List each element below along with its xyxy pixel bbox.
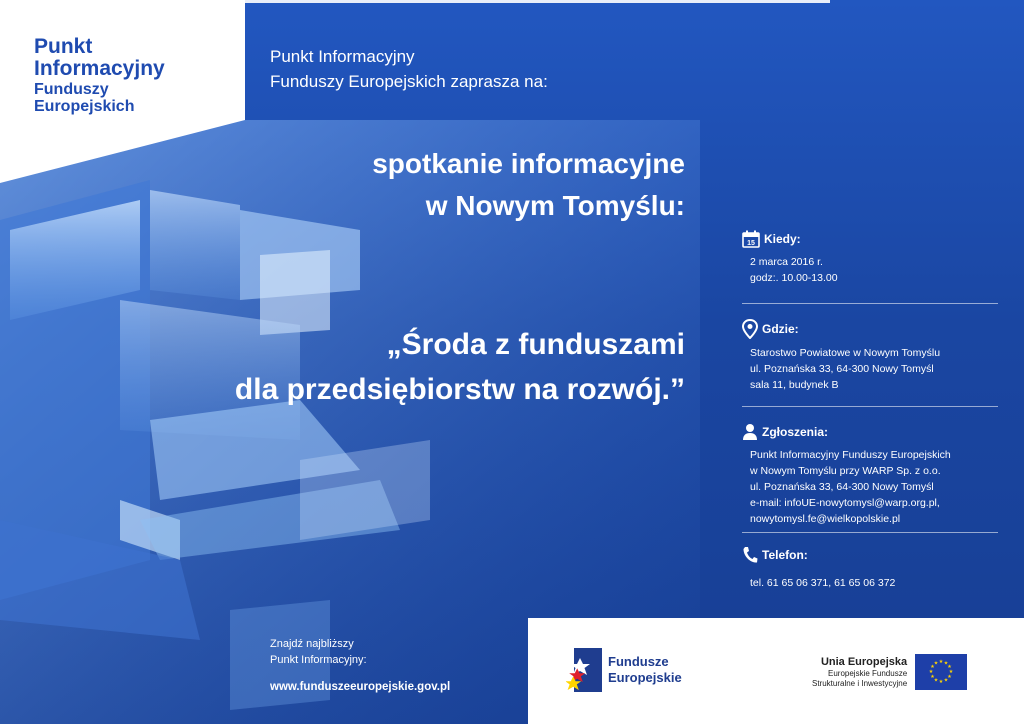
- when-label: Kiedy:: [764, 232, 801, 246]
- svg-text:★: ★: [933, 677, 939, 684]
- event-title-line-2: dla przedsiębiorstw na rozwój.”: [234, 373, 685, 406]
- where-line: Starostwo Powiatowe w Nowym Tomyślu: [750, 347, 941, 359]
- svg-text:★: ★: [938, 659, 944, 665]
- punkt-informacyjny-logo: [34, 36, 165, 115]
- info-divider: [742, 303, 998, 304]
- info-where: [742, 319, 998, 393]
- registration-label: Zgłoszenia:: [762, 425, 829, 439]
- svg-text:★: ★: [943, 677, 949, 684]
- logo-line-1: Punkt: [34, 35, 93, 58]
- headline-line-1: spotkanie informacyjne: [372, 148, 685, 179]
- unia-europejska-logo: [812, 654, 967, 690]
- person-icon: [742, 423, 758, 441]
- fe-logo-line-2: Europejskie: [608, 670, 682, 685]
- intro-line-1: Punkt Informacyjny: [270, 47, 415, 66]
- where-label: Gdzie:: [762, 322, 799, 336]
- event-title: [45, 322, 685, 412]
- registration-line: Punkt Informacyjny Funduszy Europejskich: [750, 449, 951, 461]
- where-line: sala 11, budynek B: [750, 379, 839, 391]
- eu-flag-icon: [915, 654, 967, 690]
- when-line: godz:. 10.00-13.00: [750, 272, 838, 284]
- calendar-icon-number: 15: [747, 240, 755, 247]
- svg-text:★: ★: [948, 669, 954, 675]
- finder-line-2: Punkt Informacyjny:: [270, 654, 367, 666]
- fe-logo-line-1: Fundusze: [608, 654, 669, 669]
- svg-text:★: ★: [943, 660, 949, 667]
- logo-line-3: Funduszy: [34, 81, 109, 98]
- location-pin-icon: [742, 319, 758, 339]
- where-line: ul. Poznańska 33, 64-300 Nowy Tomyśl: [750, 363, 934, 375]
- svg-text:★: ★: [947, 664, 952, 670]
- svg-text:★: ★: [938, 679, 944, 685]
- finder-line-1: Znajdź najbliższy: [270, 638, 354, 650]
- finder-block: [270, 636, 450, 695]
- eu-title: Unia Europejska: [820, 656, 908, 668]
- phone-number[interactable]: tel. 61 65 06 371, 61 65 06 372: [750, 577, 896, 589]
- info-divider: [742, 532, 998, 533]
- registration-line: ul. Poznańska 33, 64-300 Nowy Tomyśl: [750, 481, 934, 493]
- phone-label: Telefon:: [762, 548, 808, 562]
- intro-line-2: Funduszy Europejskich zaprasza na:: [270, 72, 548, 91]
- fundusze-europejskie-logo: [566, 648, 682, 692]
- headline-line-2: w Nowym Tomyślu:: [425, 190, 685, 221]
- logo-line-2: Informacyjny: [34, 57, 165, 80]
- svg-text:★: ★: [933, 660, 939, 667]
- phone-icon: [742, 546, 758, 564]
- calendar-icon: [742, 230, 760, 248]
- event-title-line-1: „Środa z funduszami: [386, 328, 685, 361]
- fundusze-europejskie-star-icon: [566, 648, 602, 692]
- website-link[interactable]: www.funduszeeuropejskie.gov.pl: [270, 681, 451, 693]
- when-line: 2 marca 2016 r.: [750, 256, 823, 268]
- info-divider: [742, 406, 998, 407]
- info-phone: [742, 546, 998, 591]
- info-registration: [742, 423, 998, 527]
- svg-text:★: ★: [947, 674, 952, 680]
- headline: [85, 143, 685, 227]
- intro-text: [270, 44, 548, 94]
- registration-line: w Nowym Tomyślu przy WARP Sp. z o.o.: [750, 465, 941, 477]
- info-when: [742, 230, 998, 286]
- eu-subtitle-2: Strukturalne i Inwestycyjne: [812, 679, 908, 688]
- svg-text:★: ★: [930, 664, 935, 670]
- registration-email[interactable]: nowytomysl.fe@wielkopolskie.pl: [750, 513, 901, 525]
- svg-text:★: ★: [930, 674, 935, 680]
- registration-email[interactable]: e-mail: infoUE-nowytomysl@warp.org.pl,: [750, 497, 940, 509]
- eu-subtitle-1: Europejskie Fundusze: [828, 669, 908, 678]
- logo-line-4: Europejskich: [34, 98, 135, 115]
- svg-text:★: ★: [928, 669, 934, 675]
